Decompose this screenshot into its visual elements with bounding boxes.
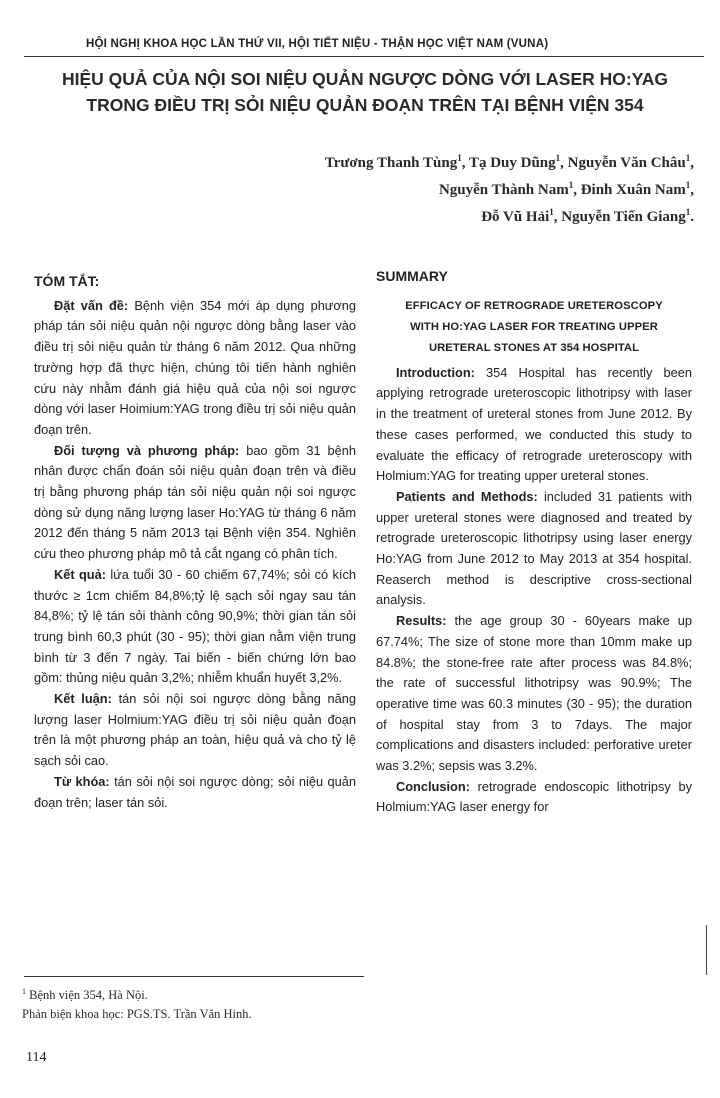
paragraph-label: Đặt vấn đề: — [54, 297, 129, 313]
author-line-3: Đỗ Vũ Hải$^1$, Nguyễn Tiến Giang$^1$. — [481, 207, 694, 225]
summary-title — [376, 296, 692, 359]
affil-mark: 1 — [555, 153, 561, 163]
affil-mark: 1 — [568, 180, 574, 190]
abstract-paragraph-keywords — [34, 772, 356, 813]
summary-heading: SUMMARY — [376, 268, 448, 284]
abstract-heading: TÓM TẮT: — [34, 273, 100, 289]
footnote-reviewer: Phản biện khoa học: PGS.TS. Trần Văn Hinh. — [22, 1007, 252, 1022]
author-line-2: Nguyễn Thành Nam$^1$, Đinh Xuân Nam$^1$, — [438, 180, 694, 198]
article-title — [20, 66, 710, 118]
paragraph-label: Kết quả: — [54, 566, 106, 582]
summary-paragraph-introduction — [376, 363, 692, 487]
paragraph-text: Bệnh viện 354 mới áp dụng phương pháp tán sỏi niệu quản nội ngược dòng bằng laser vào điều trị sỏi niệu quản từ tháng 6 năm 2012. Qua những trường hợp đã thực hiện, chúng tôi tiến hành nghiên cứu này nhằm đánh giá hiệu quả của nội soi ngược dòng với laser Hoimium:YAG trong điều trị sỏi niệu quản đoạn trên. — [34, 297, 357, 437]
title-line-1: HIỆU QUẢ CỦA NỘI SOI NIỆU QUẢN NGƯỢC DÒNG VỚI LASER HO:YAG — [61, 69, 669, 89]
affiliation-text: Bệnh viện 354, Hà Nội. — [29, 988, 148, 1003]
affil-mark: 1 — [685, 180, 691, 190]
running-header: HỘI NGHỊ KHOA HỌC LẦN THỨ VII, HỘI TIẾT NIỆU - THẬN HỌC VIỆT NAM (VUNA) — [86, 38, 549, 50]
author-name: Đỗ Vũ Hải — [481, 209, 550, 225]
title-line-2: TRONG ĐIỀU TRỊ SỎI NIỆU QUẢN ĐOẠN TRÊN TẠI BỆNH VIỆN 354 — [86, 95, 644, 115]
english-summary — [376, 266, 692, 818]
margin-mark — [706, 925, 707, 975]
paragraph-label: Patients and Methods: — [396, 488, 538, 504]
page-number: 114 — [26, 1050, 47, 1065]
author-line-1: Trương Thanh Tùng$^1$, Tạ Duy Dũng$^1$, Nguyễn Văn Châu$^1$, — [324, 153, 694, 171]
paragraph-text: the age group 30 - 60years make up 67.74%; The size of stone more than 10mm make up 84.8%; the stone-free rate after process was 84.8%; the rate of successful lithotripsy was 90.9%; The operative time was 60.3 minutes (30 - 95); the duration of hospital stay from 3 to 7days. The major complications and disasters included: perforative ureter was 3.2%; sepsis was 3.2%. — [376, 613, 692, 774]
paragraph-text: bao gồm 31 bệnh nhân được chẩn đoán sỏi niệu quản đoạn trên và điều trị bằng phương pháp tán sỏi niệu quản nội soi ngược dòng sử dụng năng lượng laser Ho:YAG từ tháng 6 năm 2012 đến tháng 5 năm 2013 tại Bệnh viện 354. Nghiên cứu theo phương pháp mô tả cắt ngang có phân tích. — [34, 442, 356, 562]
summary-title-line: URETERAL STONES AT 354 HOSPITAL — [428, 341, 640, 354]
footnote-rule — [24, 976, 364, 977]
affil-mark: 1 — [549, 207, 554, 217]
summary-paragraph-methods — [376, 487, 692, 611]
author-name: Trương Thanh Tùng — [324, 155, 458, 171]
paragraph-label: Introduction: — [396, 364, 475, 380]
author-list — [134, 147, 694, 228]
paragraph-text: retrograde endoscopic lithotripsy by Holmium:YAG laser energy for — [376, 778, 692, 815]
paragraph-label: Đối tượng và phương pháp: — [54, 442, 240, 458]
author-name: Nguyễn Văn Châu — [567, 155, 686, 171]
summary-paragraph-conclusion — [376, 777, 692, 818]
vietnamese-abstract — [34, 266, 356, 813]
summary-paragraph-results — [376, 611, 692, 777]
summary-title-line: WITH HO:YAG LASER FOR TREATING UPPER — [410, 320, 658, 333]
paragraph-label: Từ khóa: — [54, 773, 110, 789]
paragraph-label: Conclusion: — [396, 778, 470, 794]
paragraph-label: Results: — [396, 613, 447, 629]
footnote-affiliation — [22, 982, 422, 1005]
abstract-paragraph-background — [34, 296, 356, 441]
paragraph-text: tán sỏi nội soi ngược dòng bằng năng lượng laser Holmium:YAG điều trị sỏi niệu quản đoạn trên là một phương pháp an toàn, hiệu quả và cho tỷ lệ sạch sỏi cao. — [34, 691, 356, 769]
author-name: Tạ Duy Dũng — [468, 155, 556, 171]
author-name: Nguyễn Tiến Giang — [561, 209, 686, 225]
paragraph-label: Kết luận: — [54, 691, 112, 707]
affil-mark: 1 — [685, 153, 691, 163]
summary-title-line: EFFICACY OF RETROGRADE URETEROSCOPY — [405, 299, 663, 312]
paragraph-text: included 31 patients with upper ureteral stones were diagnosed and treated by retrograde ureteroscopic lithotripsy using laser energy Ho:YAG from June 2012 to May 2013 at 354 hospital. Reaserch method is descriptive cross-sectional analysis. — [376, 488, 693, 608]
affil-mark: 1 — [685, 207, 691, 217]
footnote-mark: 1 — [22, 987, 26, 996]
paragraph-text: 354 Hospital has recently been applying retrograde ureteroscopic lithotripsy with laser in the treatment of ureteral stones from June 2012. By these cases performed, we conducted this study to evaluate the efficacy of retrograde ureteroscopy with Holmium:YAG for treating upper ureteral stones. — [376, 364, 692, 484]
abstract-paragraph-results — [34, 565, 356, 689]
paragraph-text: lứa tuổi 30 - 60 chiếm 67,74%; sỏi có kích thước ≥ 1cm chiếm 84,8%;tỷ lệ sạch sỏi ngay sau tán 84,8%; tỷ lệ tán sỏi thành công 90,9%; thời gian tán sỏi trung bình 60,3 phút (30 - 95); thời gian nằm viện trung bình từ 3 đến 7 ngày. Tai biến - biến chứng lớn bao gồm: thủng niệu quản 3,2%; nhiễm khuẩn huyết 3,2%. — [34, 566, 356, 686]
abstract-paragraph-conclusion — [34, 689, 356, 772]
author-name: Đinh Xuân Nam — [580, 182, 686, 198]
affil-mark: 1 — [457, 153, 462, 163]
paragraph-text: tán sỏi nội soi ngược dòng; sỏi niệu quản đoạn trên; laser tán sỏi. — [34, 773, 356, 810]
footnotes — [22, 982, 422, 1024]
abstract-paragraph-methods — [34, 441, 356, 565]
author-name: Nguyễn Thành Nam — [438, 182, 569, 198]
header-rule — [24, 56, 704, 57]
